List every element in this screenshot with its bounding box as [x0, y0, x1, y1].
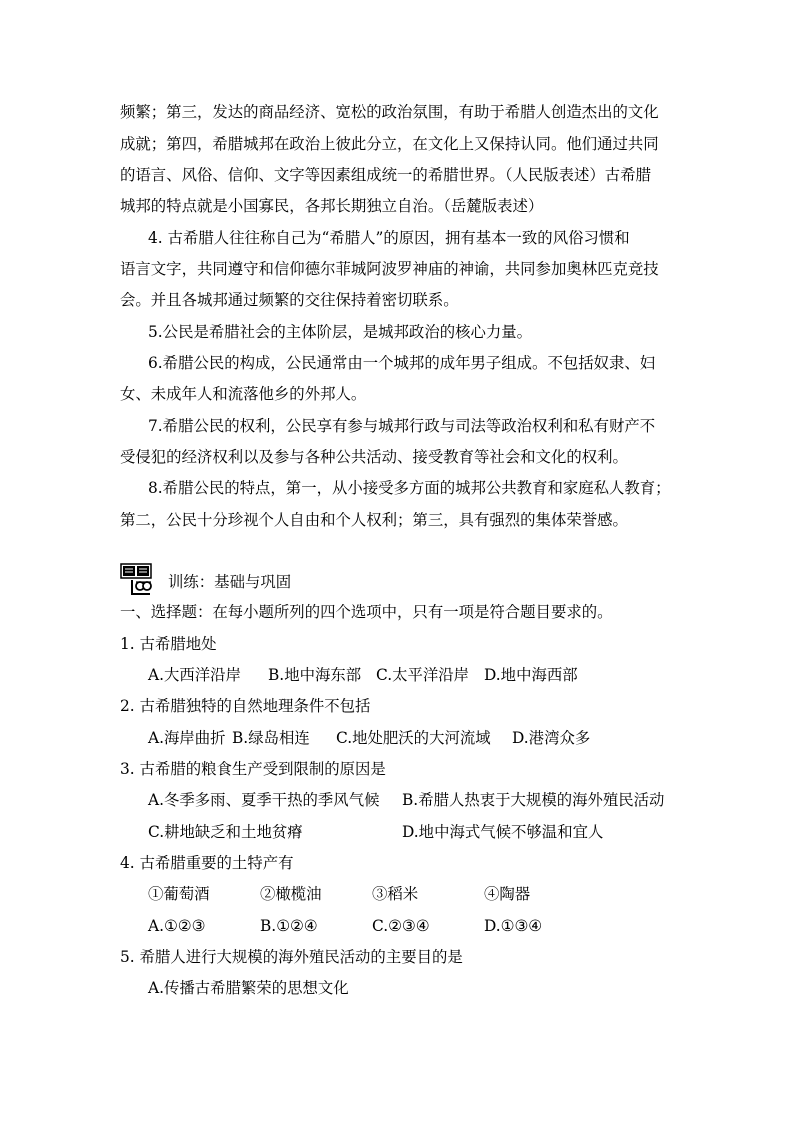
q4-item-1: ①葡萄酒 — [148, 885, 210, 903]
q4-item-3: ③稻米 — [372, 885, 419, 903]
q5-option-a: A.传播古希腊繁荣的思想文化 — [148, 979, 349, 997]
q1-option-b: B.地中海东部 — [268, 666, 362, 684]
body-line: 第二，公民十分珍视个人自由和个人权利；第三，具有强烈的集体荣誉感。 — [120, 511, 628, 529]
q3-option-c: C.耕地缺乏和土地贫瘠 — [148, 823, 303, 841]
body-line: 受侵犯的经济权利以及参与各种公共活动、接受教育等社会和文化的权利。 — [120, 448, 628, 466]
section-title: 训练：基础与巩固 — [168, 573, 292, 591]
q1-option-c: C.太平洋沿岸 — [376, 666, 470, 684]
body-line: 女、未成年人和流落他乡的外邦人。 — [120, 385, 367, 403]
body-line: 成就；第四，希腊城邦在政治上彼此分立，在文化上又保持认同。他们通过共同 — [120, 135, 659, 153]
body-line: 会。并且各城邦通过频繁的交往保持着密切联系。 — [120, 291, 459, 309]
q3-option-a: A.冬季多雨、夏季干热的季风气候 — [148, 791, 380, 809]
q4-item-2: ②橄榄油 — [260, 885, 322, 903]
body-line: 语言文字，共同遵守和信仰德尔菲城阿波罗神庙的神谕，共同参加奥林匹克竞技 — [120, 260, 659, 278]
question-5-stem: 5. 希腊人进行大规模的海外殖民活动的主要目的是 — [120, 948, 463, 966]
q4-option-c: C.②③④ — [372, 917, 430, 935]
body-line: 6.希腊公民的构成，公民通常由一个城邦的成年男子组成。不包括奴隶、妇 — [148, 354, 656, 372]
body-line: 城邦的特点就是小国寡民，各邦长期独立自治。（岳麓版表述） — [120, 197, 544, 215]
q3-option-d: D.地中海式气候不够温和宜人 — [402, 823, 604, 841]
q2-option-d: D.港湾众多 — [512, 729, 591, 747]
instruction: 一、选择题：在每小题所列的四个选项中，只有一项是符合题目要求的。 — [120, 603, 613, 621]
question-4-stem: 4. 古希腊重要的土特产有 — [120, 854, 294, 872]
q4-option-a: A.①②③ — [148, 917, 206, 935]
book-icon — [120, 562, 158, 596]
body-line: 7.希腊公民的权利，公民享有参与城邦行政与司法等政治权利和私有财产不 — [148, 417, 656, 435]
body-line: 5.公民是希腊社会的主体阶层，是城邦政治的核心力量。 — [148, 323, 533, 341]
body-line: 8.希腊公民的特点，第一，从小接受多方面的城邦公共教育和家庭私人教育； — [148, 479, 671, 497]
q3-option-b: B.希腊人热衷于大规模的海外殖民活动 — [402, 791, 665, 809]
question-2-stem: 2. 古希腊独特的自然地理条件不包括 — [120, 697, 371, 715]
body-line: 的语言、风俗、信仰、文字等因素组成统一的希腊世界。（人民版表述）古希腊 — [120, 166, 651, 184]
body-line: 频繁；第三，发达的商品经济、宽松的政治氛围，有助于希腊人创造杰出的文化 — [120, 103, 659, 121]
q2-option-c: C.地处肥沃的大河流域 — [336, 729, 491, 747]
question-1-stem: 1. 古希腊地处 — [120, 635, 217, 653]
q1-option-a: A.大西洋沿岸 — [148, 666, 241, 684]
q2-option-a: A.海岸曲折 — [148, 729, 226, 747]
q4-option-d: D.①③④ — [484, 917, 543, 935]
section-header — [120, 562, 420, 598]
question-3-stem: 3. 古希腊的粮食生产受到限制的原因是 — [120, 760, 386, 778]
q4-option-b: B.①②④ — [260, 917, 318, 935]
body-line: 4. 古希腊人往往称自己为“希腊人”的原因，拥有基本一致的风俗习惯和 — [148, 229, 630, 247]
q2-option-b: B.绿岛相连 — [232, 729, 310, 747]
q1-option-d: D.地中海西部 — [484, 666, 578, 684]
q4-item-4: ④陶器 — [484, 885, 531, 903]
